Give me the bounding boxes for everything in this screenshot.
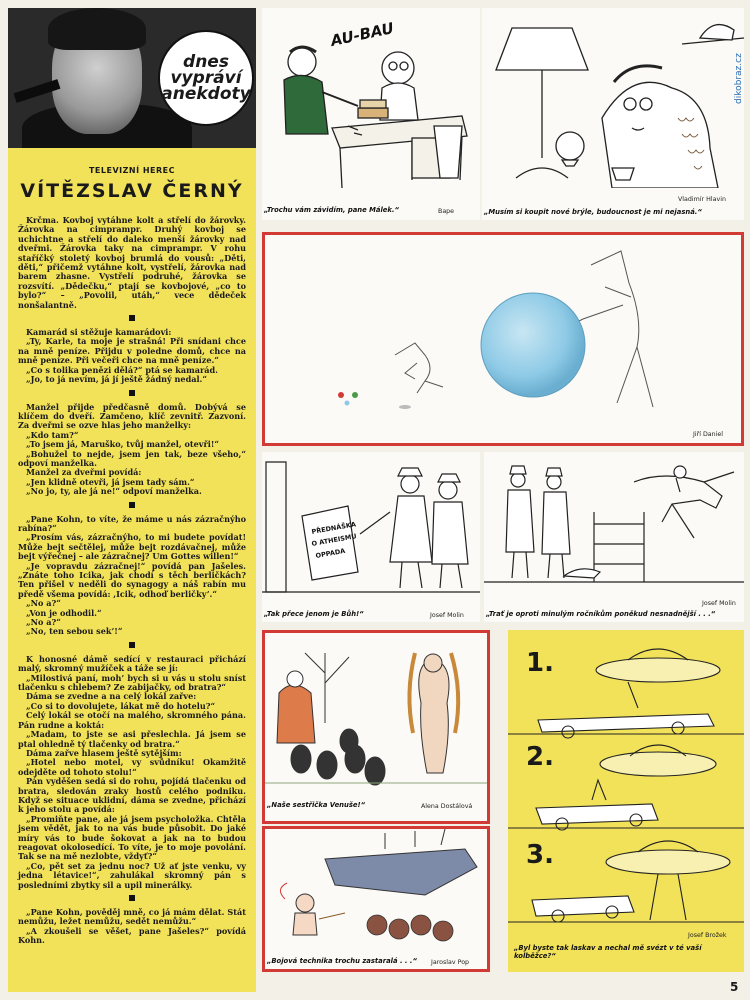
anecdote-paragraph: „Pane Kohn, to víte, že máme u nás zázračnýho rabína?“	[18, 513, 246, 533]
anecdote-paragraph: Kamarád si stěžuje kamarádovi:	[26, 327, 172, 338]
anecdote-column	[8, 8, 256, 992]
anecdote-paragraph: „Promiňte pane, ale já jsem psycholožka. Chtěla jsem vědět, jak to na vás bude působit. Do jaké míry vás to bude šokovat a jak na to budou reagovat okolosedící. To víte, je to moje povolání. Tak se na mě nezlobte, vždyť?“	[18, 813, 246, 862]
steeplechase-drawing	[484, 452, 744, 596]
cartoon-cupid-tank	[262, 826, 490, 972]
caption-c8: „Byl byste tak laskav a nechal mě svézt v té vaší kolběžce?“	[514, 944, 702, 960]
author-c8: Josef Brožek	[688, 932, 727, 939]
author-c6: Alena Dostálová	[421, 803, 473, 810]
separator-square	[129, 895, 135, 901]
anecdote-paragraph: „Je vopravdu zázračnej!“ povídá pan Jašeles. „Znáte toho Icika, jak chodí s těch berličkách? Ten přišel v neděli do synagogy a náš rabín mu předě všema povídá: ,Icik, odhoď berličky’.“	[18, 560, 246, 599]
cartoon-venus	[262, 630, 490, 824]
anecdote-paragraph: „Milostivá paní, moh’ bych si u vás u stolu sníst tlačenku s chlebem? Ze zabijačky, od bratra?“	[18, 672, 246, 693]
anecdote-paragraph: „Jo, to já nevím, já jí ještě žádný nedal.“	[26, 374, 208, 385]
anecdote-paragraph: „Co si to dovolujete, lákat mě do hotelu?“	[26, 700, 216, 711]
anecdote-paragraph: „Prosím vás, zázračnýho, to mi budete povídat! Může bejt sečtělej, může bejt rozdávačnej, může bejt výřečnej – ale zázračnej? Um Gottes willen!“	[18, 532, 246, 562]
step-2-number: 2.	[526, 742, 554, 772]
anecdote-paragraph: Celý lokál se otočí na malého, skromného pána. Pán rudne a koktá:	[18, 710, 246, 730]
anecdote	[18, 328, 246, 384]
ball-drawing	[265, 235, 741, 443]
anecdote-paragraph: Manžel přijde předčasně domů. Dobývá se klíčem do dveří. Zamčeno, klíč zevnitř. Zazvoní. Za dveřmi se ozve hlas jeho manželky:	[18, 401, 246, 431]
caption-c6: „Naše sestřička Venuše!“	[267, 801, 365, 809]
anecdote-paragraph: „No, ten sebou sek’!“	[26, 626, 123, 637]
anecdote-paragraph: „No a?“	[26, 617, 61, 628]
anecdote-paragraph: Manžel za dveřmi povídá:	[26, 467, 142, 478]
caption-c1: „Trochu vám závidím, pane Málek.“	[264, 206, 399, 214]
sign-line2: O ATHEISMU	[310, 532, 358, 548]
title-bubble	[158, 30, 254, 126]
anecdote-paragraph: „Madam, to jste se asi přeslechla. Já jsem se ptal ohledně tý tlačenky od bratra.“	[18, 729, 246, 749]
cartoon-ufo-sequence	[508, 630, 744, 972]
anecdote-list	[18, 216, 246, 950]
anecdote-paragraph: Krčma. Kovboj vytáhne kolt a střelí do žárovky. Žárovka na cimprampr. Druhý kovboj se uchichtne a střelí do daleko menší žárovky nad dveřmi. Žárovka taky na cimprampr. V rohu staříčký stoletý kovboj brumlá do vousů: „Děti, děti,“ přičemž vytáhne kolt, vystřelí, žárovka nad barem zhasne. Vystřelí podruhé, žárovka se rozsvítí. „Dědečku,“ ptají se kovbojové, „co to bylo?“ – „Povolil, utáh,“ vece dědeček nonšalantně.	[18, 215, 246, 310]
cartoon-fortune-teller	[482, 8, 744, 220]
anecdote-paragraph: „Co, pět set za jednu noc? Už ať jste venku, vy jedna létavice!“, zahulákal skromný pán s posledními zbytky sil a upil minerálky.	[18, 860, 246, 890]
cartoon-lecture-sign	[262, 452, 480, 622]
anecdote-paragraph: „Ty, Karle, ta moje je strašná! Při snídani chce na mně peníze. Přijdu v poledne domů, chce na mně peníze. Při večeři chce na mně peníze.“	[18, 336, 246, 366]
step-1-number: 1.	[526, 648, 554, 678]
caption-c7: „Bojová technika trochu zastaralá . . .“	[267, 957, 417, 965]
anecdote-paragraph: „To jsem já, Maruško, tvůj manžel, otevři!“	[26, 439, 220, 450]
lecture-drawing	[262, 452, 480, 602]
page-number: 5	[730, 980, 739, 994]
anecdote-paragraph: „No a?“	[26, 598, 61, 609]
anecdote	[18, 216, 246, 310]
actor-photo	[8, 8, 256, 148]
anecdote-paragraph: Dáma se zvedne a na celý lokál zařve:	[26, 691, 197, 702]
anecdote-paragraph: „Pane Kohn, pověděj mně, co já mám dělat. Stát nemůžu, ležet nemůžu, sedět nemůžu.“	[18, 907, 246, 927]
cupid-drawing	[265, 829, 487, 947]
caption-c4: „Tak přece jenom je Bůh!“	[264, 610, 364, 618]
author-c4: Josef Molin	[430, 612, 464, 619]
bubble-text: dnes vypráví anekdoty	[161, 52, 251, 104]
ufo-drawing	[508, 630, 744, 930]
separator-square	[129, 642, 135, 648]
anecdote-paragraph: „Hotel nebo motel, vy svůdníku! Okamžitě odejděte od tohoto stolu!“	[18, 757, 246, 777]
sign-line1: PŘEDNÁŠKA	[310, 520, 357, 536]
anecdote-paragraph: „Bohužel to nejde, jsem jen tak, beze všeho,“ odpoví manželka.	[18, 448, 246, 468]
cartoon-steeplechase	[484, 452, 744, 622]
actor-name: VÍTĚZSLAV ČERNÝ	[20, 180, 244, 202]
anecdote-paragraph: „No jo, ty, ale já ne!“ odpoví manželka.	[26, 486, 202, 497]
anecdote	[18, 515, 246, 637]
step-3-number: 3.	[526, 840, 554, 870]
caption-c2: „Musím si koupit nové brýle, budoucnost je mi nejasná.“	[484, 208, 702, 216]
caption-c5: „Trať je oproti minulým ročníkům poněkud nesnadnější . . .“	[486, 610, 716, 618]
author-c7: Jaroslav Pop	[431, 959, 470, 966]
anecdote-paragraph: „A zkoušeli se věšet, pane Jašeles?“ povídá Kohn.	[18, 925, 246, 946]
separator-square	[129, 390, 135, 396]
anecdote	[18, 908, 246, 946]
watermark: dikobraz.cz	[734, 53, 744, 104]
office-drawing	[262, 8, 480, 198]
blue-ball	[481, 293, 585, 397]
anecdote-paragraph: „Von je odhodil.“	[26, 607, 102, 618]
fortune-drawing	[482, 8, 744, 188]
anecdote-paragraph: K honosné dámě sedící v restauraci přichází malý, skromný mužíček a táže se jí:	[18, 653, 246, 674]
photo-hair	[48, 8, 146, 50]
anecdote-paragraph: „Kdo tam?“	[26, 429, 79, 440]
anecdote-paragraph: „Jen klidně otevři, já jsem tady sám.“	[26, 476, 195, 487]
author-c2: Vladimír Hlavin	[678, 196, 726, 203]
anecdote	[18, 403, 246, 497]
anecdote-paragraph: Dáma zařve hlasem ještě sytějším:	[26, 747, 182, 758]
sign-line3: OPPADA	[314, 546, 346, 560]
cartoon-blue-ball	[262, 232, 744, 446]
author-c5: Josef Molin	[702, 600, 736, 607]
anecdote-paragraph: „Co s tolika penězi dělá?“ ptá se kamarád.	[26, 364, 218, 375]
anecdote	[18, 655, 246, 890]
subtitle: TELEVIZNÍ HEREC	[88, 166, 176, 175]
author-c1: Bape	[438, 208, 455, 215]
cartoon-office	[262, 8, 480, 220]
author-c3: Jiří Daniel	[693, 431, 724, 438]
separator-square	[129, 502, 135, 508]
anecdote-paragraph: Pán vyděšen sedá si do rohu, pojídá tlačenku od bratra, sledován zraky hostů celého podniku. Když se situace uklidní, dáma se zvedne, přichází k jeho stolu a povídá:	[18, 776, 246, 815]
separator-square	[129, 315, 135, 321]
shout-lettering: AU-BAU	[329, 19, 396, 50]
venus-drawing	[265, 633, 487, 793]
